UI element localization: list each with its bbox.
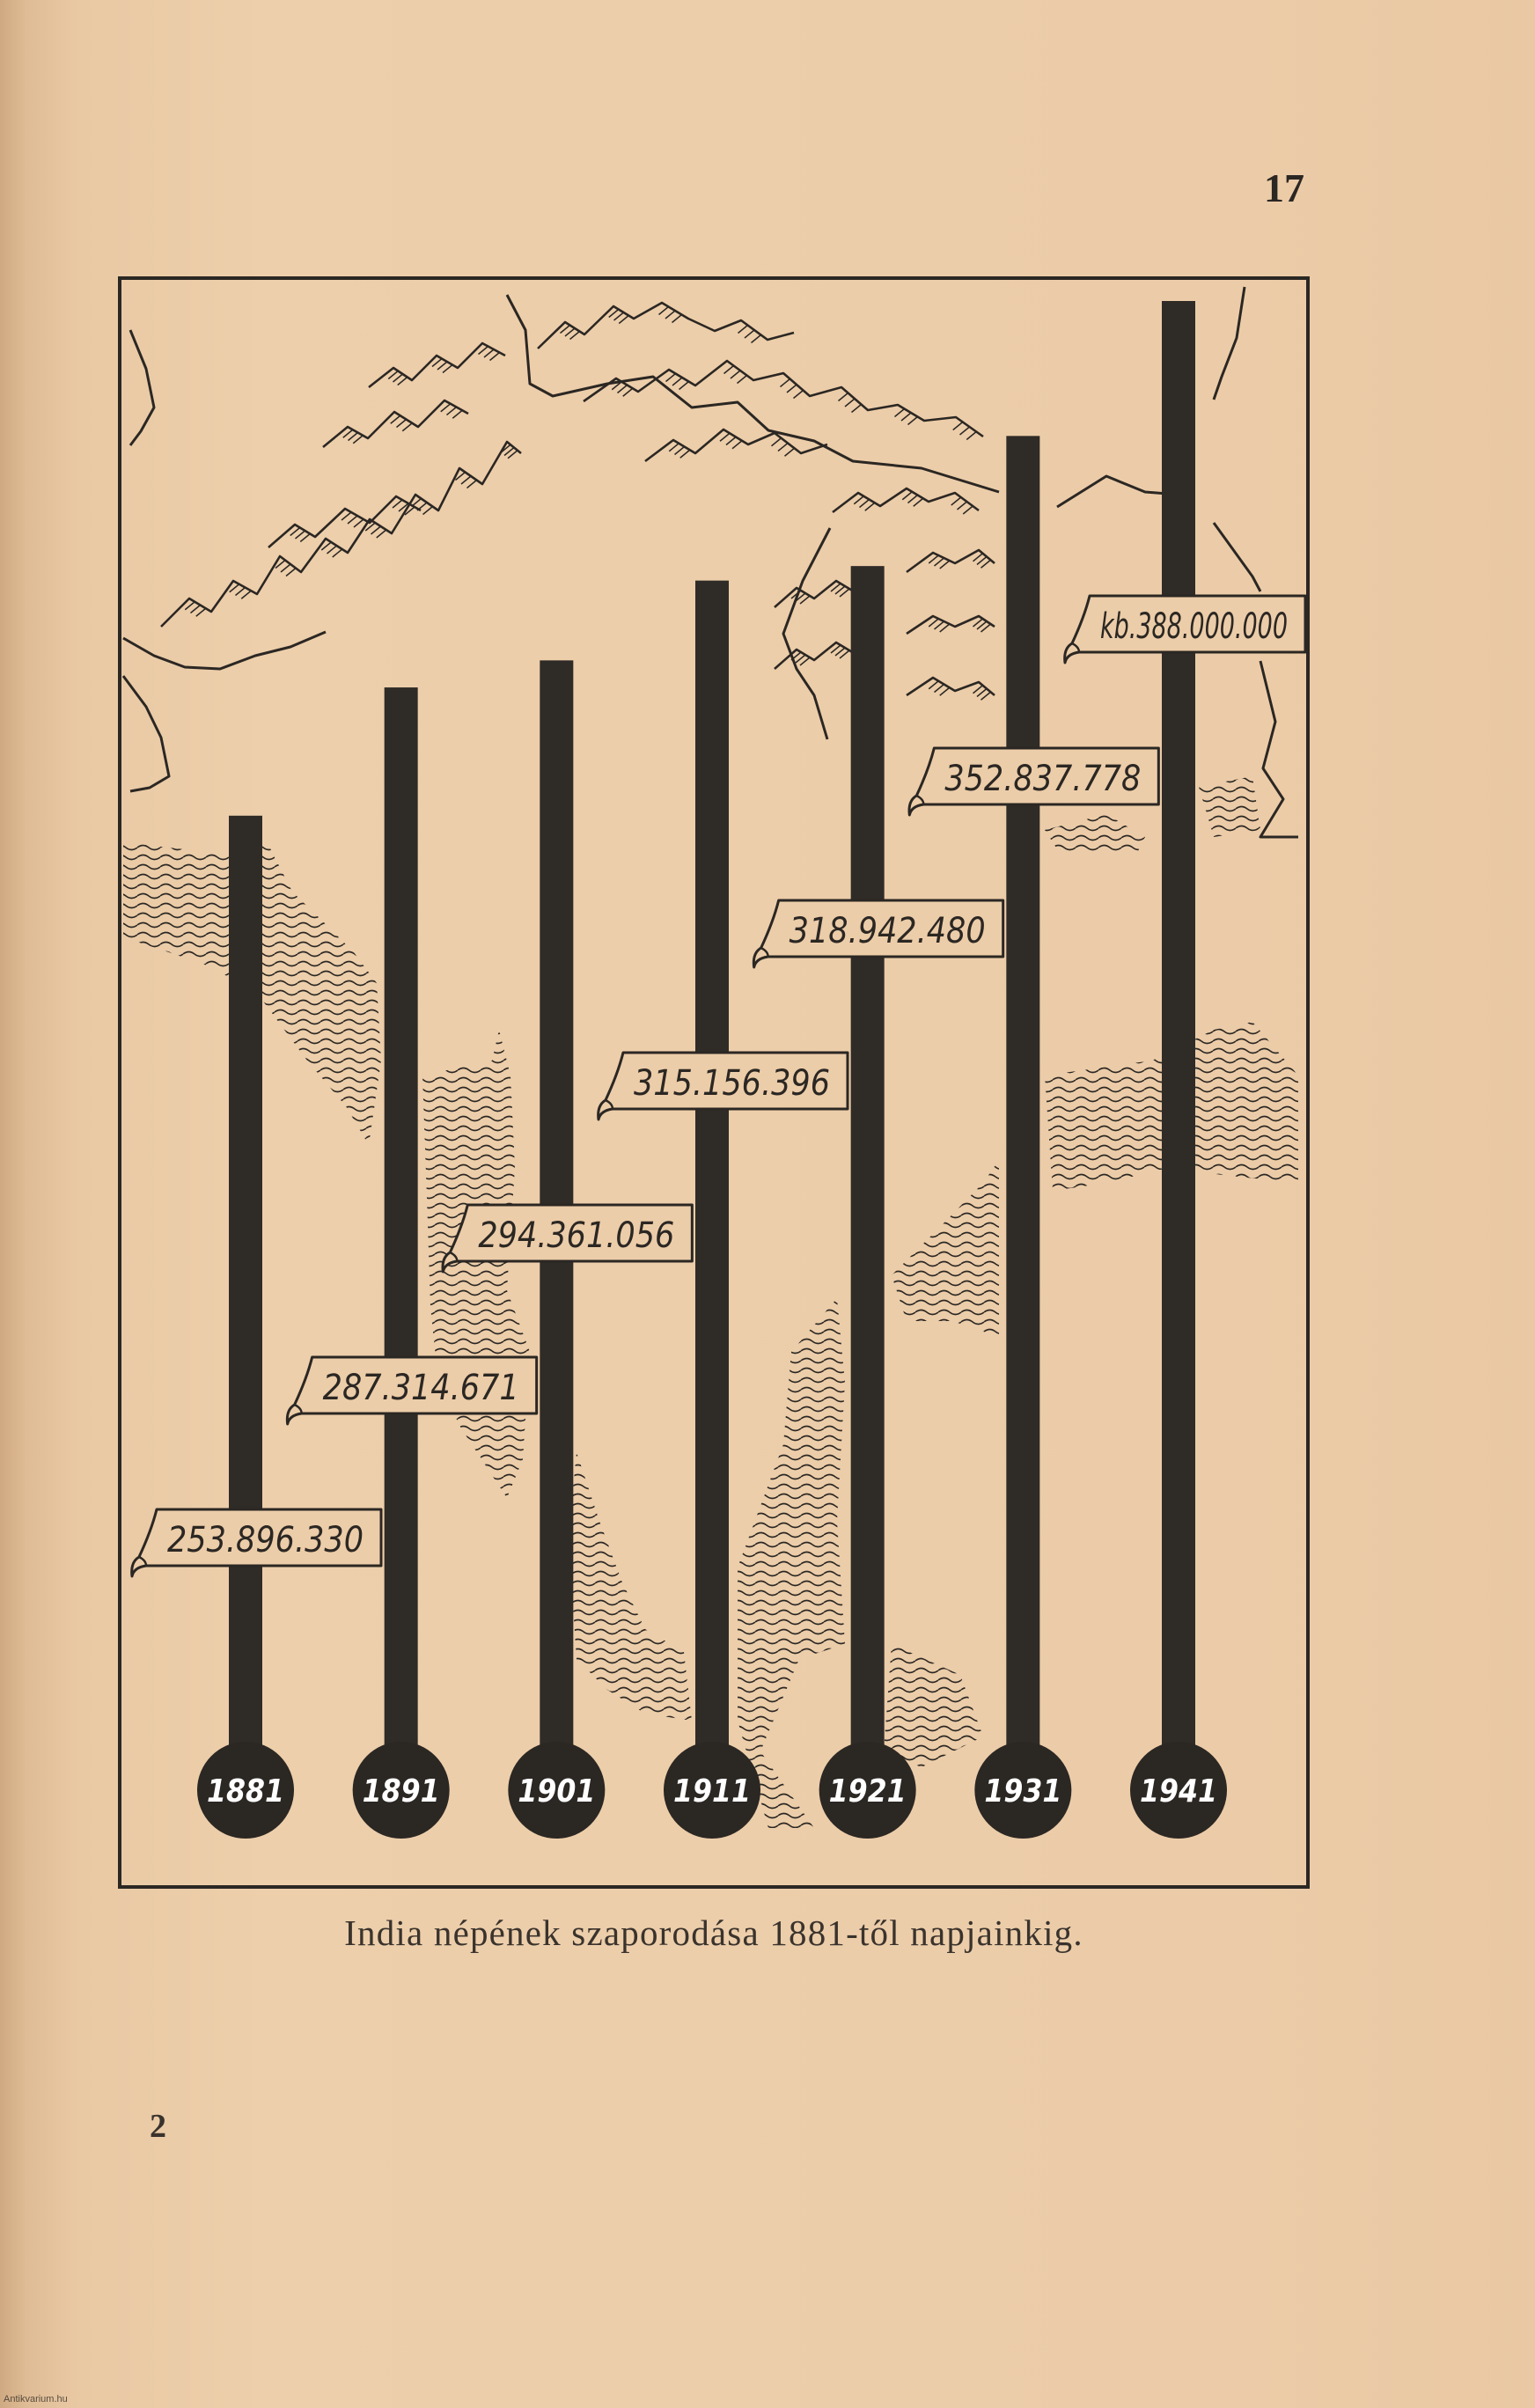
mountain-hatch (981, 560, 991, 568)
mountain-hatch (437, 362, 447, 370)
mountain-hatch (720, 433, 730, 441)
sea-area-southwest (569, 1452, 692, 1721)
border-east (1260, 661, 1298, 837)
mountain-hatch (935, 558, 944, 566)
mountain-hatch (398, 378, 408, 385)
mountain-hatch (935, 621, 944, 629)
mountain-hatch (281, 564, 290, 572)
data-label-1921: 318.942.480 (789, 911, 986, 951)
data-label-1931: 352.837.778 (944, 759, 1142, 799)
mountain-hatch (977, 557, 987, 565)
mountain-hatch (914, 498, 923, 506)
border-nepal (1057, 476, 1179, 507)
data-label-1901: 294.361.056 (478, 1215, 675, 1256)
mountain-hatch (845, 399, 855, 407)
mountain-hatch (353, 436, 363, 444)
mountain-hatch (286, 569, 296, 576)
bar-1921 (851, 566, 885, 1790)
mountain-hatch (794, 391, 804, 399)
mountain-hatch (619, 316, 628, 324)
sea-area-gulf (422, 1030, 530, 1498)
mountain-hatch (397, 420, 407, 428)
mountain-hatch (929, 681, 938, 689)
mountain-hatch (960, 427, 970, 435)
mountain-hatch (618, 385, 628, 393)
mountain-hatch (443, 365, 452, 373)
mountain-hatch (191, 606, 201, 613)
sea-area-south (738, 1298, 845, 1828)
mountain-hatch (908, 496, 918, 503)
mountain-hatch (908, 417, 918, 425)
chart-caption: India népének szaporodása 1881-től napjainkig. (344, 1912, 1083, 1953)
mountain-hatch (354, 519, 364, 527)
value-banner-1921 (753, 900, 1003, 967)
mountain-hatch (929, 619, 938, 627)
mountain-hatch (940, 687, 950, 695)
mountain-ridge (161, 442, 521, 627)
border-west-range-base (123, 632, 326, 669)
value-banner-1881 (132, 1509, 381, 1576)
mountain-hatch (672, 378, 682, 385)
mountain-hatch (441, 404, 451, 412)
value-banner-1931 (909, 748, 1158, 815)
data-label-1941: kb.388.000.000 (1100, 606, 1288, 647)
value-banner-1941 (1065, 596, 1305, 663)
mountain-hatch (393, 374, 403, 382)
border-north (507, 295, 999, 492)
year-label-1941: 1941 (1140, 1773, 1217, 1810)
value-banner-1901 (443, 1205, 692, 1272)
mountain-hatch (296, 531, 305, 539)
border-northwest-inner (783, 528, 830, 739)
mountain-hatch (565, 328, 575, 336)
mountain-hatch (787, 385, 797, 393)
mountain-hatch (772, 438, 782, 446)
mountain-hatch (614, 312, 624, 320)
mountain-hatch (731, 371, 740, 378)
value-banner-1911 (599, 1053, 848, 1120)
mountain-hatch (659, 307, 669, 315)
mountain-hatch (452, 410, 462, 418)
mountain-hatch (327, 546, 337, 554)
mountain-hatch (958, 502, 967, 510)
signature-mark: 2 (150, 2108, 166, 2145)
value-banner-1891 (287, 1357, 536, 1424)
mountain-hatch (672, 315, 682, 323)
mountain-hatch (342, 512, 351, 520)
mountain-hatch (752, 335, 761, 343)
mountain-hatch (467, 481, 477, 488)
sea-area-east (892, 1160, 999, 1337)
mountain-hatch (973, 686, 983, 694)
mountain-hatch (935, 685, 944, 693)
border-top-right (1214, 287, 1245, 400)
mountain-hatch (778, 444, 788, 452)
mountain-hatch (675, 447, 685, 455)
mountain-hatch (966, 432, 976, 440)
mountain-hatch (839, 393, 848, 401)
mountain-hatch (185, 602, 195, 610)
mountain-hatch (669, 444, 679, 452)
mountain-hatch (196, 608, 206, 616)
mountain-hatch (236, 588, 246, 596)
mountain-hatch (680, 450, 690, 458)
mountain-hatch (852, 405, 862, 413)
mountain-hatch (738, 376, 747, 384)
mountain-hatch (484, 349, 494, 357)
mountain-hatch (951, 497, 961, 505)
sea-area-southeast (884, 1644, 983, 1767)
lake-hatching-1 (1045, 814, 1145, 855)
mountain-hatch (732, 441, 742, 449)
year-markers (197, 1742, 1227, 1839)
mountain-hatch (570, 332, 580, 340)
mountain-hatch (726, 437, 736, 445)
mountain-hatch (348, 516, 357, 524)
mountain-hatch (377, 530, 386, 538)
data-label-1891: 287.314.671 (322, 1368, 519, 1408)
bar-1911 (695, 581, 729, 1790)
data-label-1911: 315.156.396 (634, 1063, 830, 1104)
mountain-hatch (461, 476, 471, 484)
year-label-1911: 1911 (673, 1773, 751, 1810)
mountain-hatch (423, 507, 433, 515)
mountain-hatch (865, 503, 875, 510)
mountain-hatch (929, 555, 938, 563)
year-label-1931: 1931 (984, 1773, 1062, 1810)
mountain-hatch (623, 388, 633, 396)
mountain-hatch (300, 534, 310, 542)
border-west (123, 676, 169, 791)
page-number: 17 (1264, 165, 1304, 210)
mountain-hatch (902, 492, 912, 500)
year-label-1881: 1881 (207, 1773, 284, 1810)
mountain-hatch (940, 561, 950, 569)
mountain-hatch (290, 528, 300, 536)
mountain-hatch (349, 433, 358, 441)
mountain-hatch (781, 379, 790, 387)
year-label-1921: 1921 (828, 1773, 907, 1810)
mountain-hatch (666, 374, 676, 382)
watermark: Antikvarium.hu (4, 2394, 68, 2404)
mountain-hatch (679, 382, 689, 390)
border-northeast (1214, 523, 1260, 591)
mountain-hatch (371, 526, 381, 534)
year-label-1891: 1891 (362, 1773, 440, 1810)
border-northwest (130, 330, 154, 445)
mountain-hatch (940, 624, 950, 632)
mountain-hatch (901, 413, 911, 421)
mountain-hatch (738, 326, 748, 334)
bar-1931 (1006, 436, 1039, 1790)
mountain-hatch (479, 347, 488, 355)
lake-hatching-2 (1199, 776, 1260, 837)
mountain-hatch (973, 554, 983, 562)
mountain-ridge (584, 361, 983, 437)
mountain-hatch (895, 409, 905, 417)
mountain-hatch (724, 366, 734, 374)
mountain-hatch (745, 330, 754, 338)
mountain-hatch (490, 353, 500, 361)
mountain-hatch (241, 591, 251, 598)
mountain-hatch (393, 500, 402, 508)
bar-1941 (1162, 301, 1195, 1790)
mountain-hatch (963, 506, 973, 514)
mountain-hatch (333, 549, 342, 557)
mountain-hatch (402, 423, 412, 431)
mountain-hatch (447, 407, 457, 415)
mountain-hatch (981, 692, 991, 700)
mountain-hatch (785, 448, 795, 456)
mountain-hatch (854, 496, 863, 504)
mountain-hatch (953, 422, 963, 430)
mountain-hatch (391, 415, 400, 423)
mountain-hatch (860, 500, 870, 508)
mountain-hatch (665, 311, 675, 319)
mountain-hatch (977, 689, 987, 697)
year-label-1901: 1901 (518, 1773, 596, 1810)
bar-1891 (385, 687, 418, 1790)
bar-1881 (229, 816, 262, 1790)
data-label-1881: 253.896.330 (167, 1520, 364, 1560)
